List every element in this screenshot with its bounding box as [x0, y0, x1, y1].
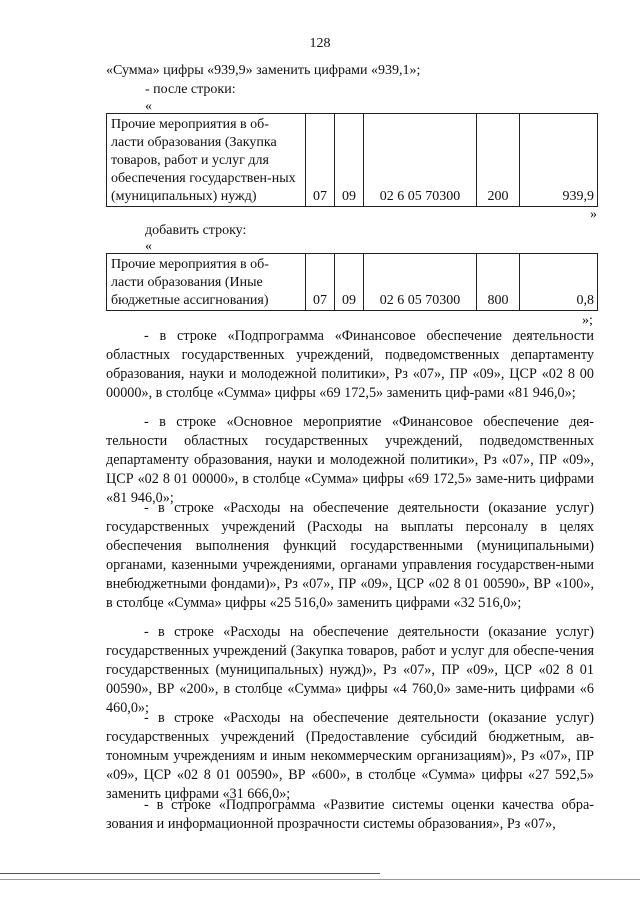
paragraph-1	[106, 327, 594, 403]
paragraph-5	[106, 709, 594, 804]
page-number: 128	[309, 36, 331, 51]
sum-change-line: «Сумма» цифры «939,9» заменить цифрами «939,1»;	[106, 63, 421, 78]
add-line-label: добавить строку:	[145, 223, 247, 238]
budget-table-2	[106, 253, 598, 311]
paragraph-4	[106, 623, 594, 718]
open-quote-2: «	[145, 239, 152, 254]
budget-table-1	[106, 113, 598, 207]
table1-name: Прочие мероприятия в об-ласти образования (Закупка товаров, работ и услуг для обеспечения государствен-ных (муниципальных) нужд)	[107, 114, 306, 207]
paragraph-2	[106, 413, 594, 508]
after-line-label: - после строки:	[145, 82, 236, 97]
table2-pr: 09	[335, 254, 364, 311]
table2-rz: 07	[306, 254, 335, 311]
footer-divider	[0, 873, 380, 874]
table2-vr: 800	[477, 254, 520, 311]
paragraph-4-text: - в строке «Расходы на обеспечение деятельности (оказание услуг) государственных учреждений (Закупка товаров, работ и услуг для обеспе-чения государственных (муниципальных) нужд)», Рз «07», ПР «09», ЦСР «02 8 01 00590», ВР «200», в столбце «Сумма» цифры «4 760,0» заме-нить цифрами «6 460,0»;	[106, 624, 594, 717]
table1-rz: 07	[306, 114, 335, 207]
paragraph-6	[106, 796, 594, 834]
close-quote-2: »;	[582, 313, 593, 328]
table2-sum: 0,8	[520, 254, 598, 311]
table1-csr: 02 6 05 70300	[364, 114, 477, 207]
paragraph-6-text: - в строке «Подпрограмма «Развитие системы оценки качества обра-зования и информационной прозрачности системы образования», Рз «07»,	[106, 797, 594, 833]
paragraph-3	[106, 499, 594, 614]
paragraph-2-text: - в строке «Основное мероприятие «Финансовое обеспечение дея-тельности областных государственных учреждений, подведомственных департаменту образования, науки и молодежной политики», Рз «07», ПР «09», ЦСР «02 8 01 00000», в столбце «Сумма» цифры «69 172,5» заме-нить цифрами «81 946,0»;	[106, 414, 594, 507]
table1-sum: 939,9	[520, 114, 598, 207]
table1-vr: 200	[477, 114, 520, 207]
table1-pr: 09	[335, 114, 364, 207]
paragraph-1-text: - в строке «Подпрограмма «Финансовое обеспечение деятельности областных государственных учреждений, подведомственных департаменту образования, науки и молодежной политики», Рз «07», ПР «09», ЦСР «02 8 00 00000», в столбце «Сумма» цифры «69 172,5» заменить циф-рами «81 946,0»;	[106, 328, 594, 402]
paragraph-3-text: - в строке «Расходы на обеспечение деятельности (оказание услуг) государственных учреждений (Расходы на выплаты персоналу в целях обеспечения выполнения функций государственными (муниципальными) органами, казенными учреждениями, органами управления государствен-ными внебюджетными фондами)», Рз «07», ПР «09», ЦСР «02 8 01 00590», ВР «100», в столбце «Сумма» цифры «25 516,0» заменить цифрами «32 516,0»;	[106, 500, 594, 612]
open-quote-1: «	[145, 99, 152, 114]
table2-name: Прочие мероприятия в об-ласти образования (Иные бюджетные ассигнования)	[107, 254, 306, 311]
table2-csr: 02 6 05 70300	[364, 254, 477, 311]
close-quote-1: »	[590, 207, 597, 222]
footer-edge-line	[0, 879, 640, 880]
paragraph-5-text: - в строке «Расходы на обеспечение деятельности (оказание услуг) государственных учреждений (Предоставление субсидий бюджетным, ав-тономным учреждениям и иным некоммерческим организациям)», Рз «07», ПР «09», ЦСР «02 8 01 00590», ВР «600», в столбце «Сумма» цифры «27 592,5» заменить цифрами «31 666,0»;	[106, 710, 594, 803]
